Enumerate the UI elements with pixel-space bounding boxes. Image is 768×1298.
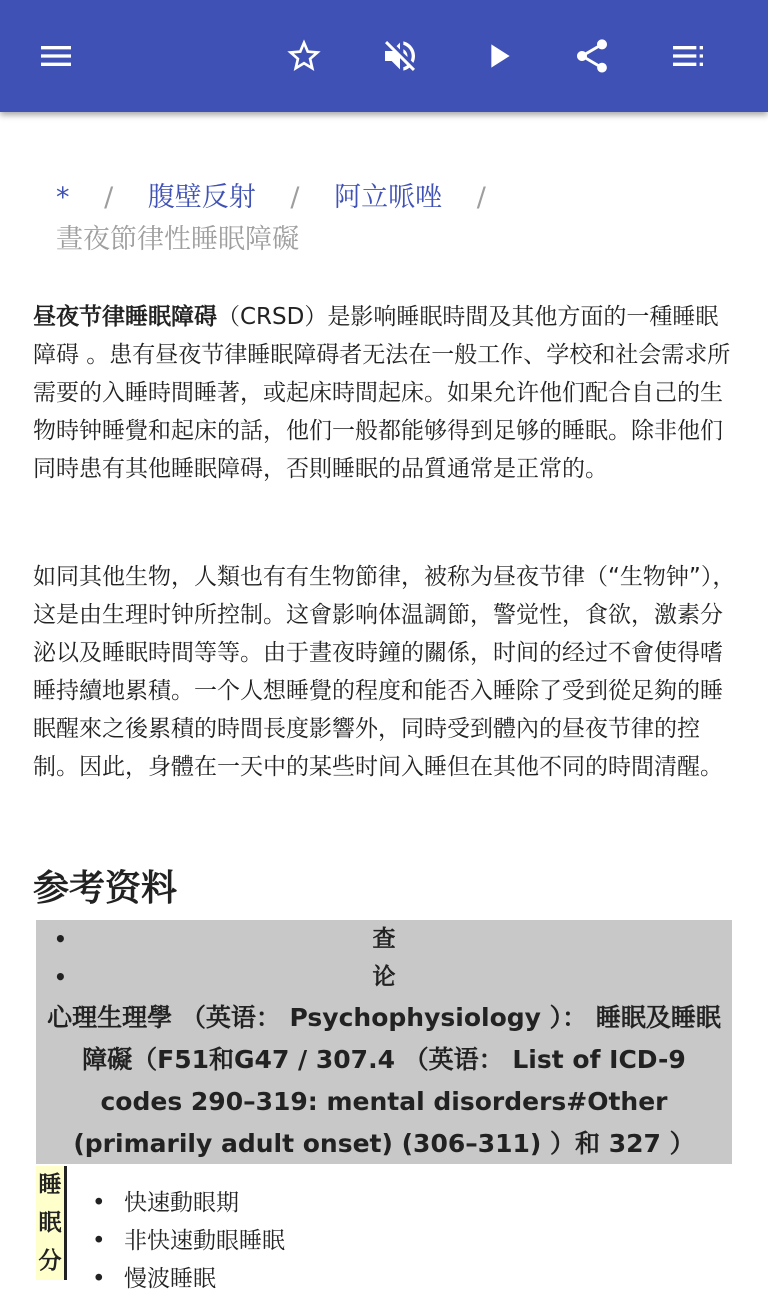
mute-button[interactable] — [372, 28, 428, 84]
list-item[interactable]: • 慢波睡眠 — [76, 1260, 285, 1298]
share-icon — [572, 36, 612, 76]
navbox-title[interactable]: 心理生理學 （英语： Psychophysiology ）： 睡眠及睡眠障礙（F51和G47 / 307.4 （英语： List of ICD-9 codes 290–319: mental disorders#Other (primarily adult onset) (306–311) ）和 327 ） — [47, 1003, 721, 1158]
contents-button[interactable] — [660, 28, 716, 84]
bullet: • — [54, 927, 67, 951]
menu-button[interactable] — [28, 28, 84, 84]
references-heading: 参考资料 — [33, 868, 178, 909]
star-icon — [284, 36, 324, 76]
breadcrumb-separator: / — [290, 182, 300, 213]
breadcrumb — [56, 176, 736, 262]
navbox-group — [36, 1166, 732, 1292]
bullet: • — [54, 965, 67, 989]
app-toolbar — [0, 0, 768, 112]
article-paragraph-2: 如同其他生物，人類也有有生物節律，被称为昼夜节律（“生物钟”），这是由生理时钟所控制。这會影响体温調節，警觉性，食欲，激素分泌以及睡眠時間等等。由于晝夜時鐘的關係，时间的经过不會使得嗜睡持續地累積。一个人想睡覺的程度和能否入睡除了受到從足夠的睡眠醒來之後累積的時間長度影響外，同時受到體內的昼夜节律的控制。因此，身體在一天中的某些时间入睡但在其他不同的時間清醒。 — [33, 564, 736, 780]
navbox-talk-link[interactable]: 论 — [372, 964, 396, 990]
breadcrumb-current-page: 晝夜節律性睡眠障礙 — [56, 224, 299, 255]
navbox-view-row — [36, 920, 732, 958]
article-paragraph-1-text: （CRSD）是影响睡眠時間及其他方面的一種睡眠障碍 。患有昼夜节律睡眠障碍者无法在一般工作、学校和社会需求所需要的入睡時間睡著，或起床時間起床。如果允许他们配合自己的生物時钟睡覺和起床的話，他们一般都能够得到足够的睡眠。除非他们同時患有其他睡眠障碍，否則睡眠的品質通常是正常的。 — [33, 304, 731, 482]
breadcrumb-separator: / — [476, 182, 486, 213]
volume-off-icon — [380, 36, 420, 76]
share-button[interactable] — [564, 28, 620, 84]
menu-icon — [36, 36, 76, 76]
navbox-group-label[interactable]: 睡眠分 — [36, 1166, 67, 1280]
breadcrumb-separator: / — [104, 182, 114, 213]
article-term: 昼夜节律睡眠障碍 — [33, 304, 217, 330]
navbox-view-link[interactable]: 查 — [372, 926, 396, 952]
article-paragraph-1 — [33, 298, 737, 488]
list-icon — [668, 36, 708, 76]
list-item[interactable]: • 非快速動眼睡眠 — [76, 1222, 285, 1260]
breadcrumb-link-home[interactable]: * — [56, 182, 70, 213]
bookmark-button[interactable] — [276, 28, 332, 84]
navbox-talk-row — [36, 958, 732, 996]
navbox — [36, 920, 732, 1164]
list-item[interactable]: • 快速動眼期 — [76, 1184, 285, 1222]
breadcrumb-link-abdominal-reflex[interactable]: 腹壁反射 — [147, 182, 256, 213]
play-button[interactable] — [470, 28, 526, 84]
play-icon — [478, 36, 518, 76]
navbox-group-list — [76, 1184, 285, 1298]
breadcrumb-link-aripiprazole[interactable]: 阿立哌唑 — [334, 182, 443, 213]
